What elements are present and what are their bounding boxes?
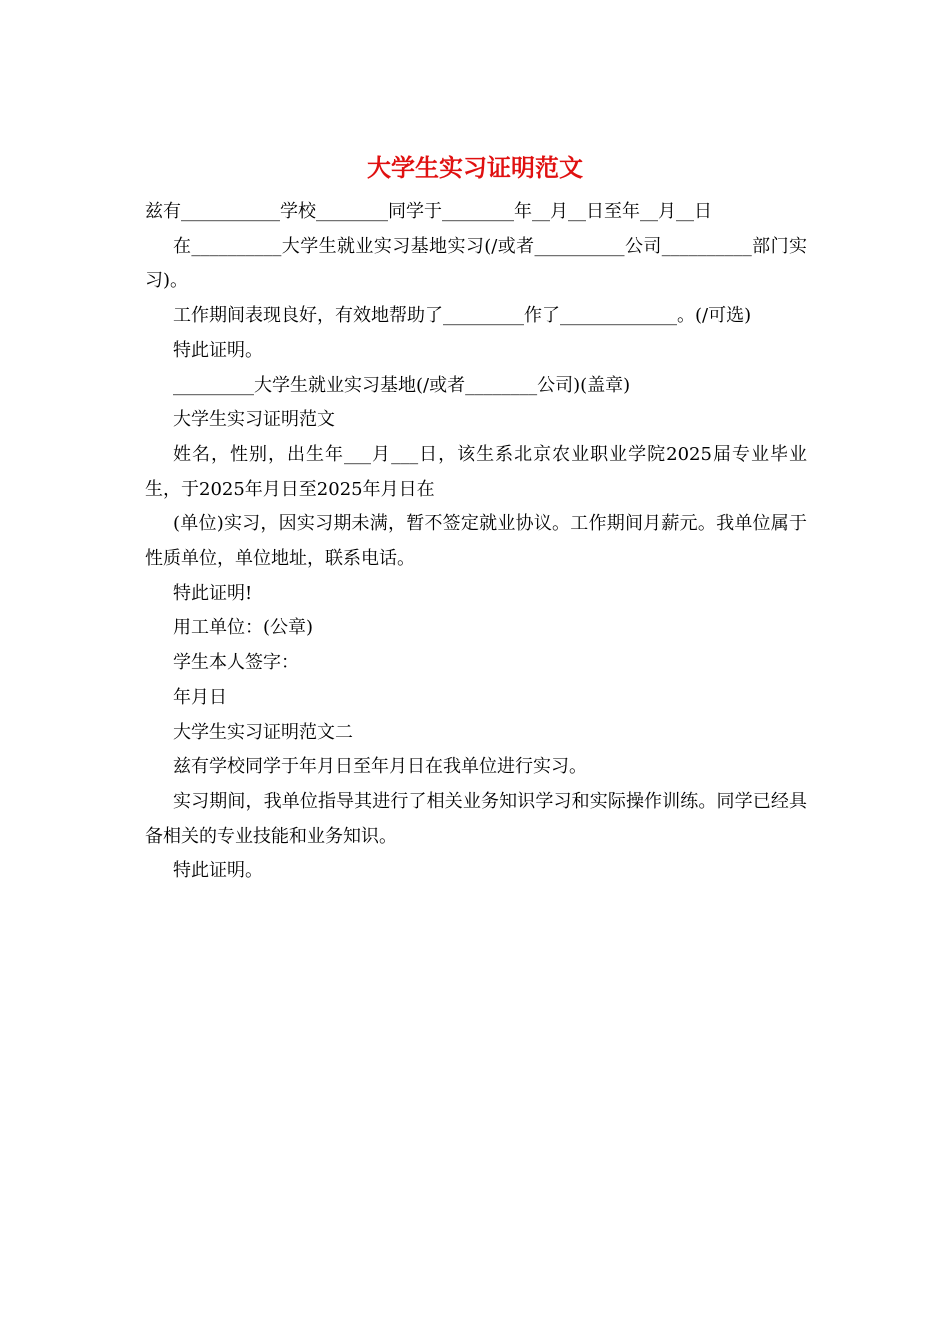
paragraph: _________大学生就业实习基地(/或者________公司)(盖章) [173,374,631,396]
section-heading: 大学生实习证明范文二 [173,721,353,743]
paragraph: 姓名，性别，出生年___月___日，该生系北京农业职业学院2025届专业毕业生，于2025年月日至2025年月日在 [145,443,807,500]
paragraph: 在__________大学生就业实习基地实习(/或者__________公司__________部门实习)。 [145,235,807,292]
paragraph: 实习期间，我单位指导其进行了相关业务知识学习和实际操作训练。同学已经具备相关的专业技能和业务知识。 [145,790,807,847]
paragraph: 年月日 [173,686,227,708]
paragraph: 工作期间表现良好，有效地帮助了_________作了_____________。(/可选) [173,305,752,327]
section-heading: 大学生实习证明范文 [173,409,335,431]
paragraph: 用工单位：(公章) [173,617,314,639]
paragraph: 兹有学校同学于年月日至年月日在我单位进行实习。 [173,756,587,778]
paragraph: 特此证明! [173,582,253,604]
paragraph: 特此证明。 [173,860,263,882]
document-body [145,195,807,889]
paragraph: 兹有___________学校________同学于________年__月__日至年__月__日 [145,201,712,222]
document-title: 大学生实习证明范文 [367,153,583,182]
paragraph: 学生本人签字： [173,652,299,674]
paragraph: (单位)实习，因实习期未满，暂不签定就业协议。工作期间月薪元。我单位属于性质单位，单位地址，联系电话。 [145,513,807,570]
paragraph: 特此证明。 [173,339,263,361]
